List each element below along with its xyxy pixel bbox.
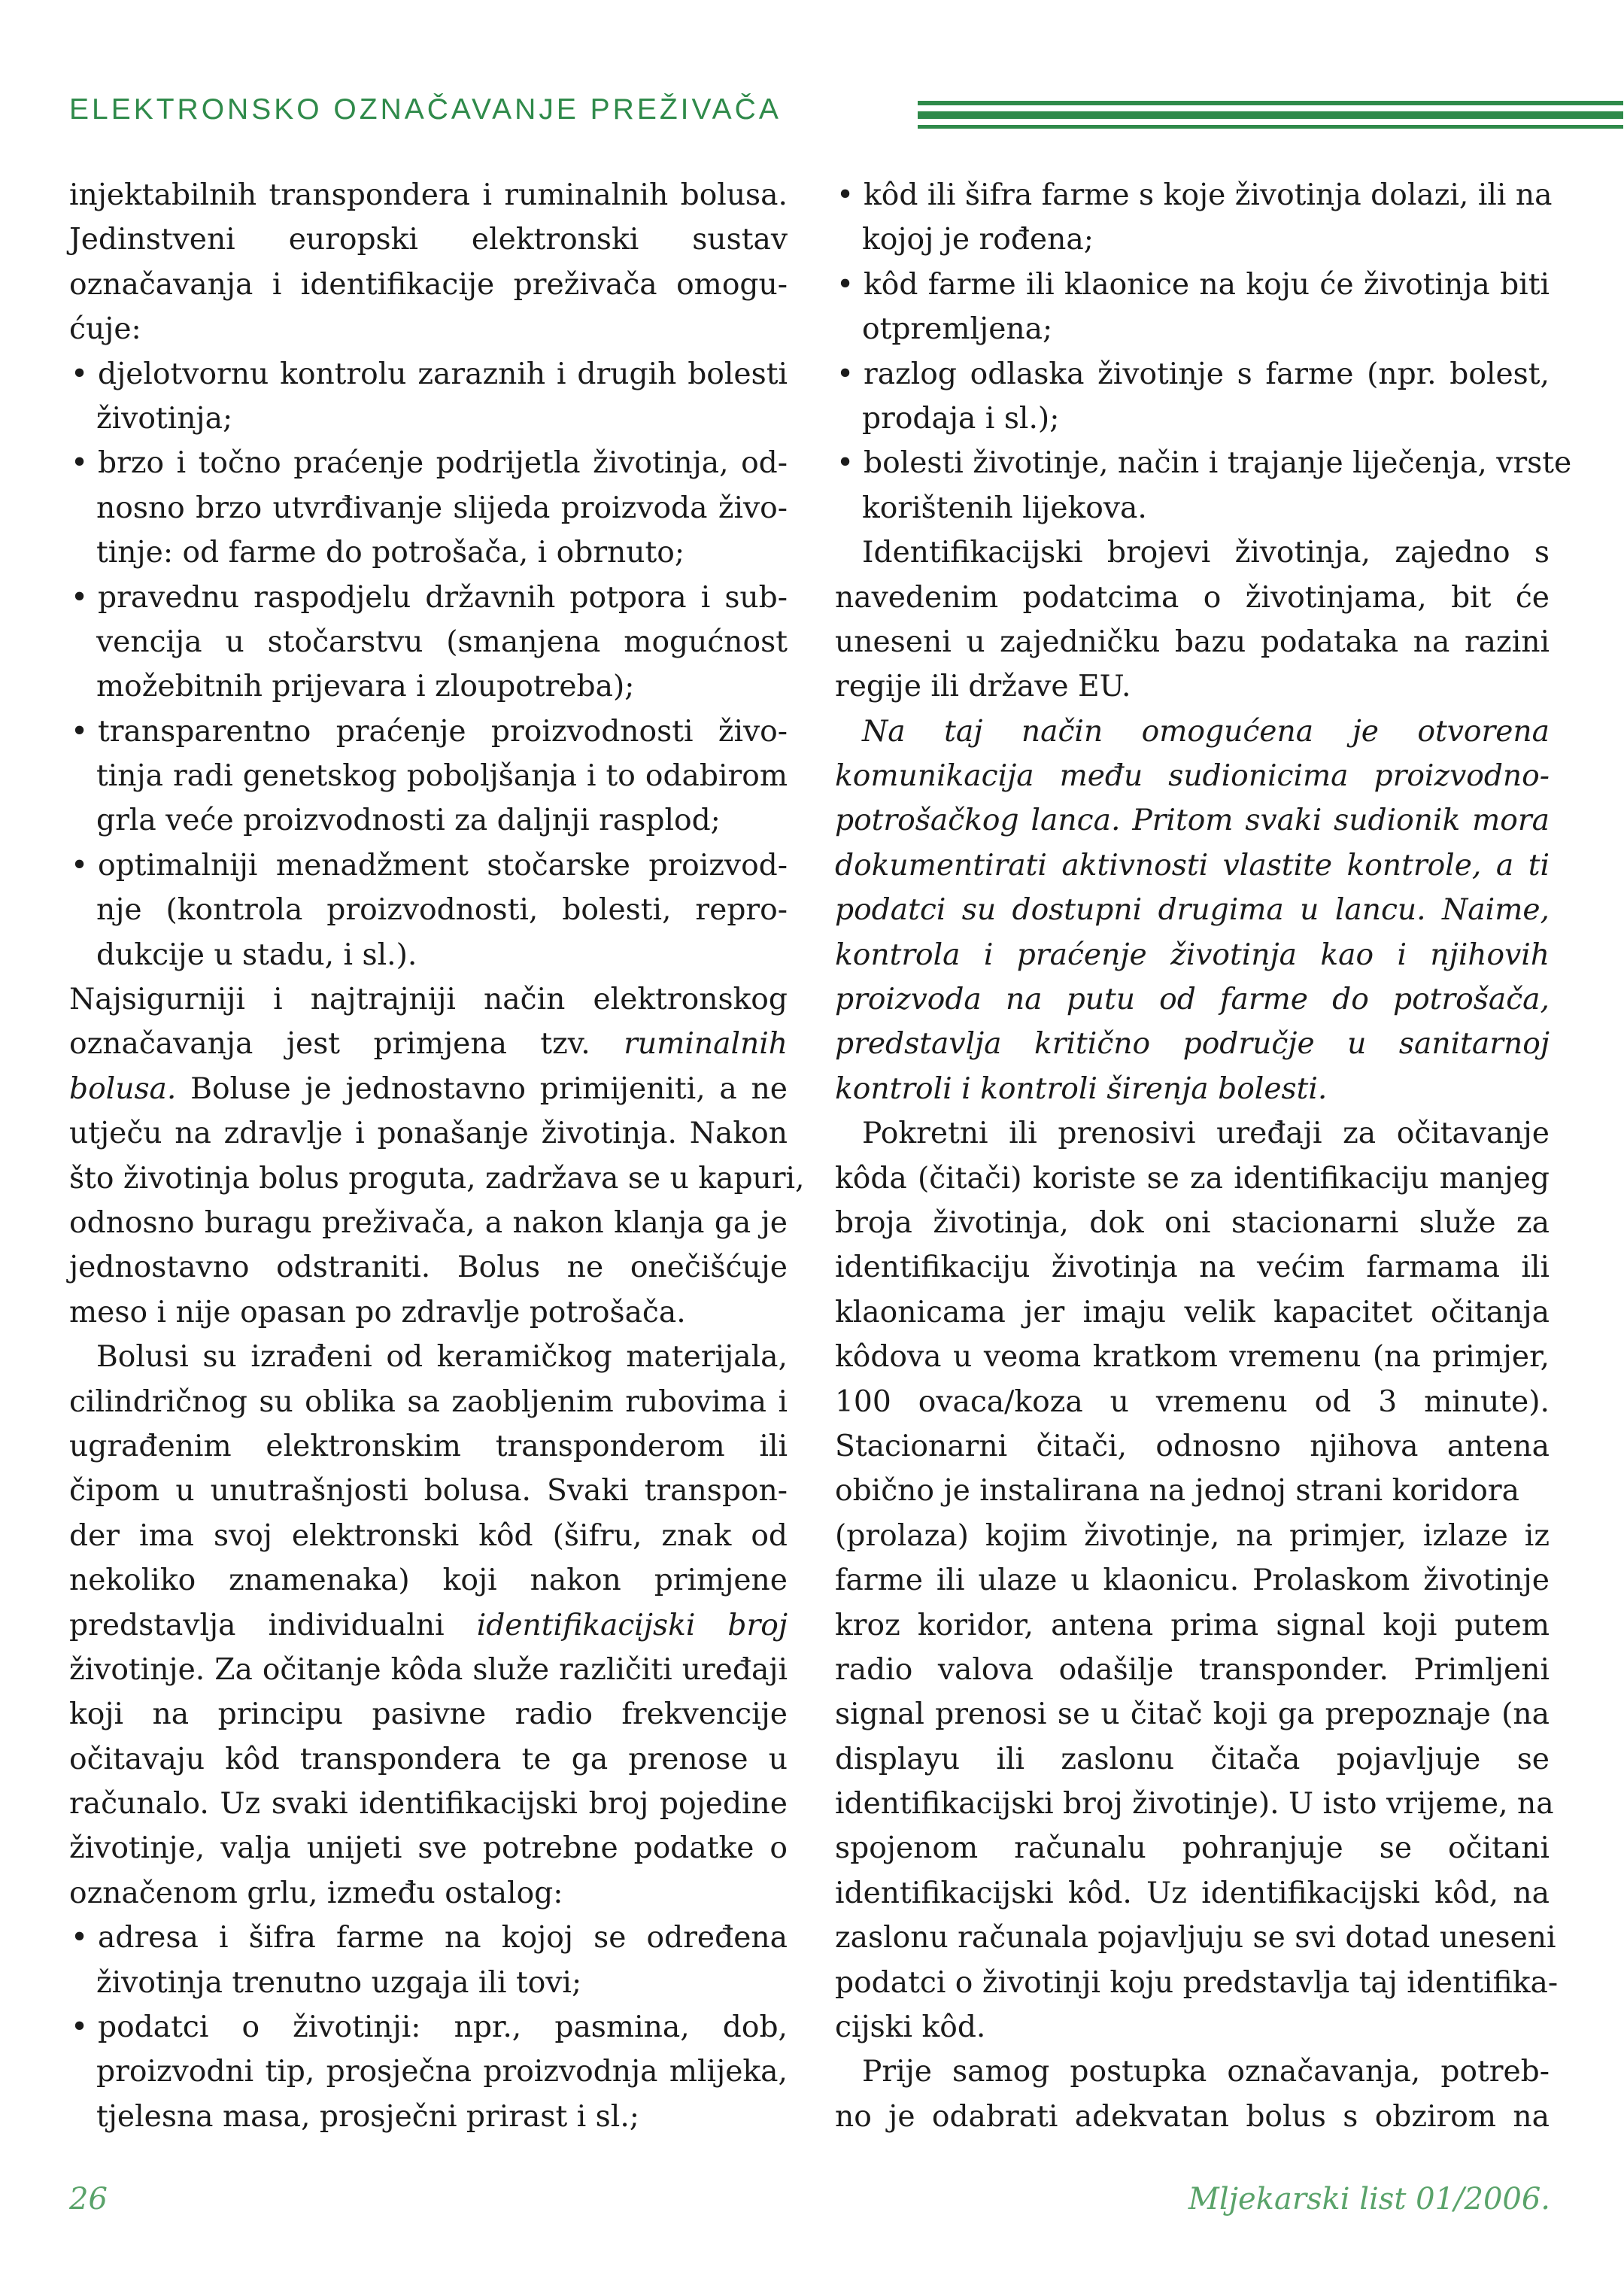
bullet-item-line	[69, 709, 788, 754]
text-line	[835, 1290, 1550, 1335]
text-line	[835, 1603, 1550, 1648]
line-text: kôd ili šifra farme s koje životinja dolazi, ili na	[864, 178, 1553, 212]
line-text-tail: Boluse je jednostavno primijeniti, a ne	[176, 1071, 788, 1106]
text-line	[69, 307, 788, 351]
text-line	[835, 1871, 1550, 1916]
line-text: ugrađenim elektronskim transponderom ili	[69, 1429, 788, 1463]
text-line	[835, 977, 1550, 1022]
line-text: grla veće proizvodnosti za daljnji rasplod;	[96, 804, 721, 838]
bullet-marker: •	[836, 446, 854, 481]
text-line	[69, 1737, 788, 1782]
text-line	[835, 530, 1550, 575]
text-line	[69, 664, 788, 709]
text-line	[69, 1648, 788, 1692]
line-text: Stacionarni čitači, odnosno njihova antena	[835, 1429, 1550, 1463]
header-rule	[918, 101, 1623, 129]
text-line	[69, 754, 788, 798]
line-text: otpremljena;	[862, 312, 1053, 347]
line-text: obično je instalirana na jednoj strani koridora	[835, 1474, 1519, 1509]
line-text: odnosno buragu preživača, a nakon klanja ga je	[69, 1205, 788, 1240]
text-line	[835, 620, 1550, 664]
header-title: ELEKTRONSKO OZNAČAVANJE PREŽIVAČA	[69, 93, 782, 126]
text-line	[835, 1692, 1550, 1736]
bullet-marker: •	[71, 2010, 89, 2045]
line-text: zaslonu računala pojavljuju se svi dotad uneseni	[835, 1921, 1556, 1955]
bullet-marker: •	[71, 446, 89, 481]
bullet-marker: •	[71, 714, 89, 749]
line-text: kôd farme ili klaonice na koju će životinja biti	[864, 267, 1550, 302]
line-text: identifikacijski kôd. Uz identifikacijski kôd, na	[835, 1876, 1550, 1910]
line-text: kroz koridor, antena prima signal koji putem	[835, 1608, 1550, 1642]
line-text: Pokretni ili prenosivi uređaji za očitavanje	[862, 1117, 1550, 1151]
text-line	[835, 1469, 1550, 1513]
right-column	[835, 173, 1572, 2139]
italic-text: potrošačkog lanca. Pritom svaki sudionik mora	[835, 804, 1550, 838]
text-line	[835, 2095, 1550, 2139]
line-text: Prije samog postupka označavanja, potreb-	[862, 2055, 1550, 2089]
text-line	[69, 1245, 788, 1290]
text-line	[835, 1424, 1550, 1469]
text-line	[69, 1961, 788, 2005]
line-text: utječu na zdravlje i ponašanje životinja. Nakon	[69, 1117, 788, 1151]
line-text: možebitnih prijevara i zloupotreba);	[96, 670, 635, 704]
line-text: cilindričnog su oblika sa zaobljenim rubovima i	[69, 1384, 788, 1419]
line-text: Bolusi su izrađeni od keramičkog materijala,	[96, 1340, 788, 1375]
italic-text: komunikacija među sudionicima proizvodno-	[835, 759, 1550, 794]
text-line	[835, 1201, 1550, 1245]
bullet-item-line	[69, 843, 788, 888]
text-line	[69, 263, 788, 307]
text-line	[835, 1916, 1556, 1960]
italic-text: identifikacijski broj	[476, 1608, 788, 1642]
text-line	[69, 977, 788, 1022]
line-text: broja životinja, dok oni stacionarni služe za	[835, 1205, 1550, 1240]
line-text: označavanja jest primjena tzv.	[69, 1027, 590, 1062]
line-text: ćuje:	[69, 312, 141, 347]
line-text: prodaja i sl.);	[862, 401, 1060, 436]
line-text: pravednu raspodjelu državnih potpora i sub-	[98, 580, 788, 615]
italic-text: Na taj način omogućena je otvorena	[862, 714, 1550, 749]
bullet-item-line	[69, 441, 788, 485]
text-line	[835, 1648, 1550, 1692]
text-line	[69, 1782, 788, 1826]
line-text: cijski kôd.	[835, 2010, 986, 2045]
text-line	[69, 1692, 788, 1736]
bullet-item-line	[835, 263, 1550, 307]
line-text: 100 ovaca/koza u vremenu od 3 minute).	[835, 1384, 1550, 1419]
line-text: injektabilnih transpondera i ruminalnih bolusa.	[69, 178, 788, 212]
text-line	[835, 1826, 1550, 1870]
text-line	[69, 397, 788, 441]
line-text: signal prenosi se u čitač koji ga prepoznaje (na	[835, 1697, 1550, 1732]
text-line	[69, 620, 788, 664]
line-text: korištenih lijekova.	[862, 491, 1147, 525]
line-text: meso i nije opasan po zdravlje potrošača.	[69, 1295, 686, 1329]
text-line	[69, 1335, 788, 1379]
line-text: (prolaza) kojim životinje, na primjer, izlaze iz	[835, 1518, 1550, 1553]
line-text: identifikacijski broj životinje). U isto vrijeme, na	[835, 1787, 1554, 1822]
text-line	[835, 1111, 1550, 1156]
line-text: no je odabrati adekvatan bolus s obzirom na	[835, 2099, 1550, 2134]
italic-text: dokumentirati aktivnosti vlastite kontrole, a ti	[835, 848, 1550, 883]
line-text: djelotvornu kontrolu zaraznih i drugih bolesti	[98, 357, 788, 391]
line-text: regije ili države EU.	[835, 670, 1131, 704]
line-text: kojoj je rođena;	[862, 223, 1094, 257]
italic-text: kontroli i kontroli širenja bolesti.	[835, 1071, 1328, 1106]
line-text: kôda (čitači) koriste se za identifikaciju manjeg	[835, 1161, 1550, 1196]
text-line	[835, 709, 1550, 754]
line-text: proizvodni tip, prosječna proizvodnja mlijeka,	[96, 2055, 788, 2089]
text-line	[69, 486, 788, 530]
bullet-item-line	[835, 352, 1550, 397]
line-text: što životinja bolus proguta, zadržava se u kapuri,	[69, 1161, 805, 1196]
line-text: radio valova odašilje transponder. Primljeni	[835, 1652, 1550, 1687]
running-header	[69, 87, 1551, 147]
line-text: životinja trenutno uzgaja ili tovi;	[96, 1965, 582, 2000]
line-text: optimalniji menadžment stočarske proizvod-	[98, 848, 788, 883]
line-text: označavanja i identifikacije preživača omogu-	[69, 267, 788, 302]
line-text: farme ili ulaze u klaonicu. Prolaskom životinje	[835, 1563, 1550, 1598]
text-line	[835, 2049, 1550, 2094]
bullet-marker: •	[71, 357, 89, 391]
line-text: nje (kontrola proizvodnosti, bolesti, repro-	[96, 893, 788, 928]
text-line	[69, 1111, 788, 1156]
line-text: Najsigurniji i najtrajniji način elektronskog	[69, 983, 788, 1017]
text-line	[835, 2005, 1550, 2049]
bullet-marker: •	[836, 178, 854, 212]
text-line	[69, 1558, 788, 1603]
text-line	[835, 1961, 1559, 2005]
text-line	[835, 843, 1550, 888]
line-text: nekoliko znamenaka) koji nakon primjene	[69, 1563, 788, 1598]
text-line	[69, 1156, 805, 1201]
line-text: identifikaciju životinja na većim farmama ili	[835, 1250, 1550, 1285]
text-line	[69, 888, 788, 932]
text-line	[69, 798, 788, 843]
text-line	[835, 307, 1550, 351]
text-line	[69, 1514, 788, 1558]
italic-text: predstavlja kritično područje u sanitarnoj	[835, 1027, 1550, 1062]
italic-text: kontrola i praćenje životinja kao i njihovih	[835, 937, 1550, 972]
text-line	[69, 1826, 788, 1870]
text-line	[69, 933, 788, 977]
line-text: razlog odlaska životinje s farme (npr. bolest,	[864, 357, 1550, 391]
page-number: 26	[69, 2182, 108, 2217]
line-text: navedenim podatcima o životinjama, bit će	[835, 580, 1550, 615]
line-text: Jedinstveni europski elektronski sustav	[69, 223, 788, 257]
text-line	[835, 1514, 1550, 1558]
text-line	[69, 1603, 788, 1648]
line-text: jednostavno odstraniti. Bolus ne onečišćuje	[69, 1250, 788, 1285]
line-text: životinje. Za očitanje kôda služe različiti uređaji	[69, 1652, 788, 1687]
text-line	[835, 1782, 1554, 1826]
text-line	[835, 1245, 1550, 1290]
line-text: tjelesna masa, prosječni prirast i sl.;	[96, 2099, 639, 2134]
line-text: Identifikacijski brojevi životinja, zajedno s	[862, 536, 1550, 570]
line-text: životinja;	[96, 401, 233, 436]
line-text: tinja radi genetskog poboljšanja i to odabirom	[96, 759, 788, 794]
line-text: dukcije u stadu, i sl.).	[96, 937, 417, 972]
bullet-item-line	[69, 2005, 788, 2049]
text-line	[69, 1022, 788, 1066]
line-text: predstavlja individualni	[69, 1608, 445, 1642]
text-line	[69, 530, 788, 575]
line-text: podatci o životinji: npr., pasmina, dob,	[98, 2010, 788, 2045]
line-text: životinje, valja unijeti sve potrebne podatke o	[69, 1831, 788, 1866]
text-line	[835, 1335, 1550, 1379]
text-line	[835, 1067, 1550, 1111]
line-text: klaonicama jer imaju velik kapacitet očitanja	[835, 1295, 1550, 1329]
line-text: vencija u stočarstvu (smanjena mogućnost	[96, 624, 788, 659]
line-text: kôdova u veoma kratkom vremenu (na primjer,	[835, 1340, 1550, 1375]
text-line	[835, 664, 1550, 709]
line-text: der ima svoj elektronski kôd (šifru, znak od	[69, 1518, 788, 1553]
text-line	[69, 1871, 788, 1916]
italic-text: ruminalnih	[624, 1027, 788, 1062]
line-text: adresa i šifra farme na kojoj se određena	[98, 1921, 788, 1955]
bullet-item-line	[835, 173, 1553, 217]
text-line	[835, 933, 1550, 977]
italic-text: proizvoda na putu od farme do potrošača,	[835, 983, 1550, 1017]
line-text: tinje: od farme do potrošača, i obrnuto;	[96, 536, 685, 570]
line-text: displayu ili zaslonu čitača pojavljuje se	[835, 1742, 1550, 1776]
text-line	[835, 1558, 1550, 1603]
text-line	[69, 1380, 788, 1424]
text-line	[69, 2095, 788, 2139]
text-line	[835, 1156, 1550, 1201]
text-line	[835, 798, 1550, 843]
bullet-marker: •	[836, 267, 854, 302]
text-line	[835, 397, 1550, 441]
text-line	[69, 1469, 788, 1513]
line-text: nosno brzo utvrđivanje slijeda proizvoda živo-	[96, 491, 788, 525]
line-text: spojenom računalu pohranjuje se očitani	[835, 1831, 1550, 1866]
text-line	[835, 1022, 1550, 1066]
italic-text: bolusa.	[69, 1071, 177, 1106]
text-line	[835, 1380, 1550, 1424]
bullet-item-line	[69, 576, 788, 620]
text-line	[835, 754, 1550, 798]
text-line	[69, 1067, 788, 1111]
line-text: računalo. Uz svaki identifikacijski broj pojedine	[69, 1787, 788, 1822]
line-text: podatci o životinji koju predstavlja taj identifika-	[835, 1965, 1559, 2000]
text-line	[69, 1424, 788, 1469]
line-text: koji na principu pasivne radio frekvencije	[69, 1697, 788, 1732]
text-line	[835, 888, 1550, 932]
bullet-marker: •	[836, 357, 854, 391]
left-column	[69, 173, 805, 2139]
text-line	[69, 2049, 788, 2094]
text-line	[69, 173, 788, 217]
text-line	[69, 217, 788, 262]
line-text: uneseni u zajedničku bazu podataka na razini	[835, 624, 1550, 659]
text-line	[835, 576, 1550, 620]
bullet-item-line	[835, 441, 1572, 485]
line-text: označenom grlu, između ostalog:	[69, 1876, 563, 1910]
italic-text: podatci su dostupni drugima u lancu. Naime,	[835, 893, 1550, 928]
line-text: bolesti životinje, način i trajanje liječenja, vrste	[864, 446, 1572, 481]
text-line	[835, 217, 1550, 262]
text-line	[69, 1201, 788, 1245]
line-text: čipom u unutrašnjosti bolusa. Svaki transpon-	[69, 1474, 788, 1509]
bullet-marker: •	[71, 580, 89, 615]
bullet-item-line	[69, 1916, 788, 1960]
bullet-marker: •	[71, 1921, 89, 1955]
text-line	[835, 486, 1550, 530]
line-text: transparentno praćenje proizvodnosti živo-	[98, 714, 788, 749]
text-line	[69, 1290, 788, 1335]
line-text: očitavaju kôd transpondera te ga prenose u	[69, 1742, 788, 1776]
bullet-marker: •	[71, 848, 89, 883]
publication-title: Mljekarski list 01/2006.	[1188, 2182, 1550, 2217]
line-text: brzo i točno praćenje podrijetla životinja, od-	[98, 446, 788, 481]
bullet-item-line	[69, 352, 788, 397]
text-line	[835, 1737, 1550, 1782]
